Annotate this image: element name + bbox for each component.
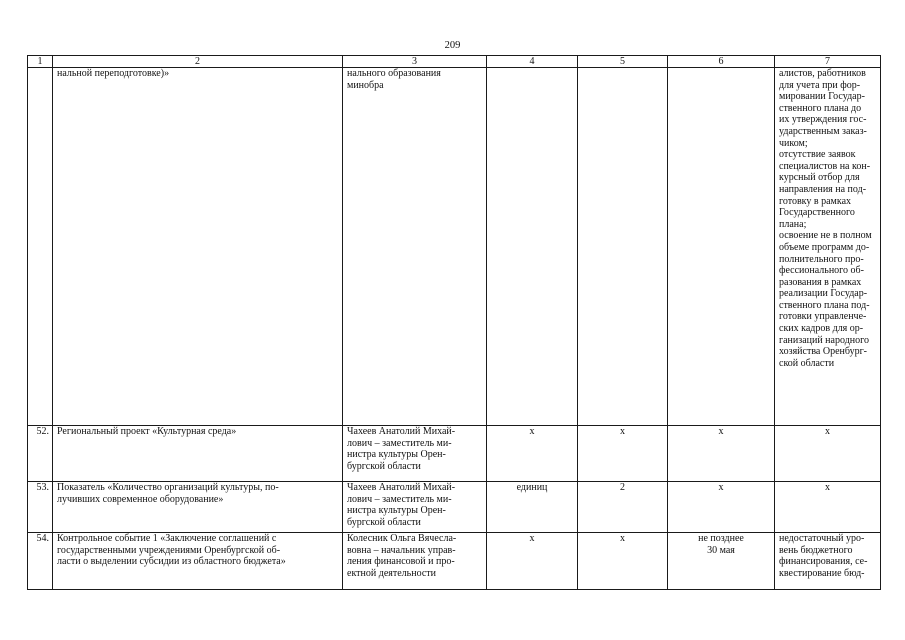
row-name-line: ласти о выделении субсидии из областного бюджета» — [57, 556, 286, 568]
risks-cell — [775, 68, 881, 426]
table-row — [28, 482, 881, 533]
row-name-line: нальной переподготовке)» — [57, 68, 170, 79]
row-name-line: Показатель «Количество организаций культуры, по- — [57, 482, 279, 493]
risks-line: для учета при фор- — [779, 79, 861, 91]
deadline-line: х — [718, 426, 724, 437]
risks-line: ской области — [779, 357, 835, 369]
row-name-line: лучивших современное оборудование» — [57, 493, 224, 505]
risks-line: направления на под- — [779, 183, 867, 195]
risks-line: полнительного про- — [779, 253, 864, 265]
responsible-line: Чахеев Анатолий Михай- — [347, 426, 456, 437]
row-number: 53. — [28, 482, 53, 533]
column-header: 2 — [53, 56, 343, 68]
responsible-line: бургской области — [347, 460, 421, 472]
page-number: 209 — [444, 40, 461, 51]
risks-cell — [775, 426, 881, 482]
deadline-cell — [668, 482, 775, 533]
risks-line: чиком; — [779, 137, 808, 149]
risks-line: хозяйства Оренбург- — [779, 346, 868, 358]
row-name-line: Региональный проект «Культурная среда» — [57, 426, 237, 437]
table-header-row — [28, 56, 881, 68]
row-number: 54. — [28, 533, 53, 590]
deadline-line: 30 мая — [707, 544, 735, 556]
risks-line: ударственным заказ- — [779, 125, 867, 137]
risks-line: Государственного — [779, 207, 855, 219]
responsible-cell — [343, 426, 487, 482]
value-cell: х — [578, 533, 668, 590]
responsible-line: минобра — [347, 79, 384, 91]
risks-line: квестирование бюд- — [779, 567, 865, 579]
responsible-line: вовна – начальник управ- — [347, 544, 456, 556]
risks-line: недостаточный уро- — [779, 533, 865, 544]
document-table — [27, 55, 881, 590]
deadline-cell — [668, 68, 775, 426]
risks-line: фессионального об- — [779, 265, 864, 277]
unit-cell: единиц — [487, 482, 578, 533]
responsible-cell — [343, 482, 487, 533]
deadline-cell — [668, 533, 775, 590]
responsible-cell — [343, 533, 487, 590]
risks-line: разования в рамках — [779, 276, 862, 288]
row-name-cell — [53, 68, 343, 426]
unit-cell: х — [487, 533, 578, 590]
responsible-line: лович – заместитель ми- — [347, 493, 452, 505]
responsible-line: Колесник Ольга Вячесла- — [347, 533, 457, 544]
risks-line: х — [825, 426, 830, 437]
row-name-line: государственными учреждениями Оренбургской об- — [57, 544, 281, 556]
column-header: 5 — [578, 56, 668, 68]
value-cell: 2 — [578, 482, 668, 533]
risks-line: х — [825, 482, 830, 493]
row-name-line: Контрольное событие 1 «Заключение соглашений с — [57, 533, 277, 544]
table-row — [28, 533, 881, 590]
risks-line: реализации Государ- — [779, 288, 868, 300]
risks-line: курсный отбор для — [779, 172, 860, 184]
risks-line: мировании Государ- — [779, 91, 865, 103]
risks-line: готовки управленче- — [779, 311, 867, 323]
column-header: 6 — [668, 56, 775, 68]
row-number — [28, 68, 53, 426]
row-name-cell — [53, 533, 343, 590]
responsible-line: бургской области — [347, 516, 421, 528]
row-name-cell — [53, 482, 343, 533]
risks-line: плана; — [779, 218, 807, 230]
column-header: 1 — [28, 56, 53, 68]
value-cell: х — [578, 426, 668, 482]
column-header: 7 — [775, 56, 881, 68]
risks-line: ганизаций народного — [779, 334, 869, 346]
risks-cell — [775, 533, 881, 590]
risks-line: объеме программ до- — [779, 241, 870, 253]
table-row — [28, 426, 881, 482]
deadline-cell — [668, 426, 775, 482]
risks-line: готовку в рамках — [779, 195, 852, 207]
unit-cell: х — [487, 426, 578, 482]
risks-line: освоение не в полном — [779, 230, 872, 242]
responsible-line: лович – заместитель ми- — [347, 437, 452, 449]
deadline-line: х — [718, 482, 724, 493]
unit-cell — [487, 68, 578, 426]
column-header: 3 — [343, 56, 487, 68]
risks-line: специалистов на кон- — [779, 160, 871, 172]
column-header: 4 — [487, 56, 578, 68]
deadline-line: не позднее — [698, 533, 744, 544]
risks-line: финансирования, се- — [779, 556, 868, 568]
responsible-line: ления финансовой и про- — [347, 556, 455, 568]
risks-line: вень бюджетного — [779, 544, 853, 556]
responsible-line: нистра культуры Орен- — [347, 505, 446, 517]
risks-cell — [775, 482, 881, 533]
value-cell — [578, 68, 668, 426]
risks-line: алистов, работников — [779, 68, 866, 79]
risks-line: отсутствие заявок — [779, 149, 856, 161]
row-number: 52. — [28, 426, 53, 482]
responsible-line: Чахеев Анатолий Михай- — [347, 482, 456, 493]
row-name-cell — [53, 426, 343, 482]
risks-line: их утверждения гос- — [779, 114, 867, 126]
responsible-line: нального образования — [347, 68, 441, 79]
table-row — [28, 68, 881, 426]
risks-line: ственного плана до — [779, 102, 862, 114]
risks-line: ственного плана под- — [779, 299, 870, 311]
responsible-cell — [343, 68, 487, 426]
risks-line: ских кадров для ор- — [779, 323, 864, 335]
responsible-line: ектной деятельности — [347, 567, 436, 579]
responsible-line: нистра культуры Орен- — [347, 449, 446, 461]
